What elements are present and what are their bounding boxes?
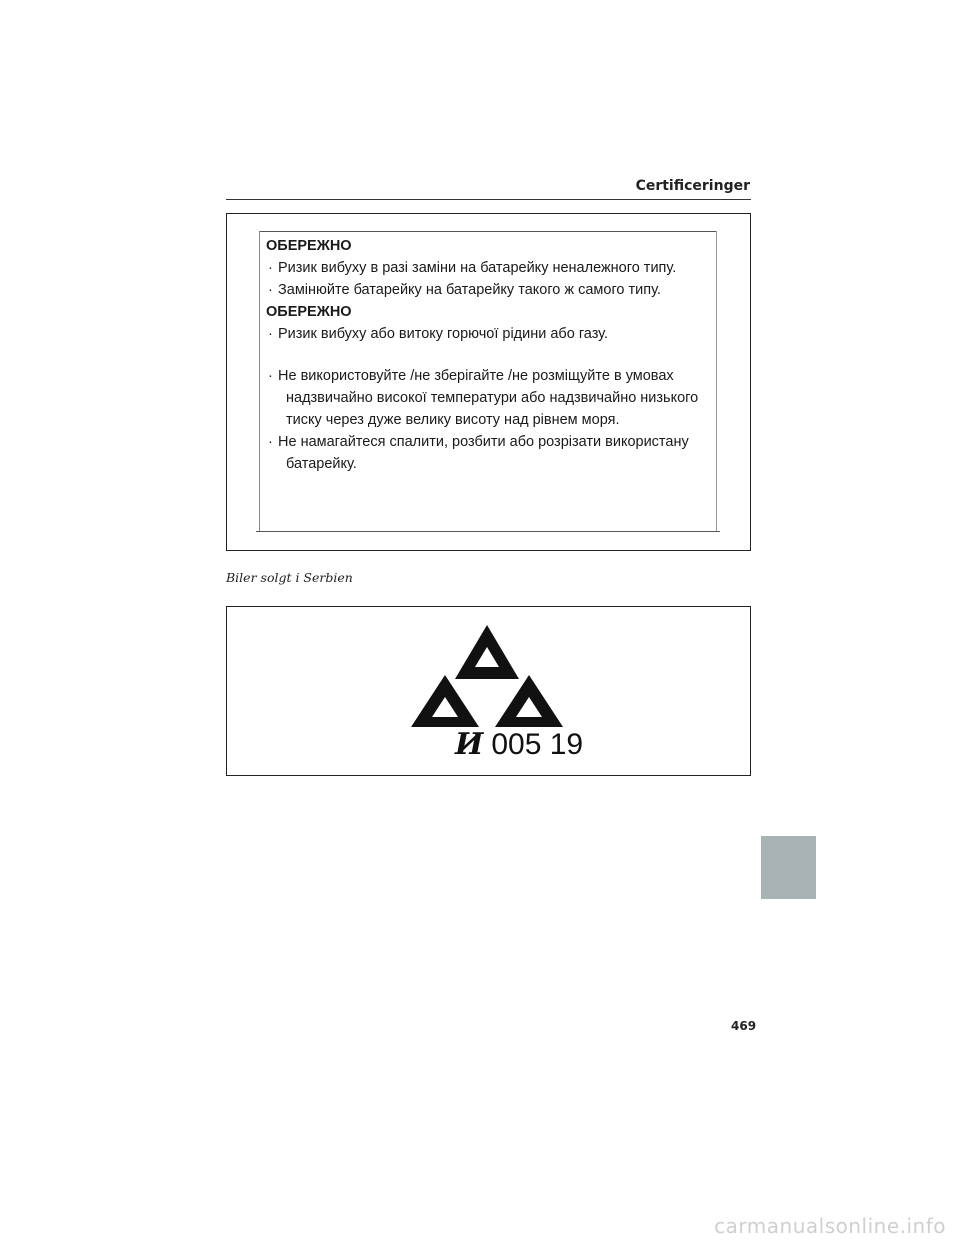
- warning-item-text: Ризик вибуху або витоку горючої рідини або газу.: [278, 326, 609, 342]
- certification-letter: И: [455, 727, 484, 762]
- chapter-tab: [761, 836, 816, 899]
- warning-item: · Ризик вибуху або витоку горючої рідини або газу.: [268, 326, 609, 342]
- serbian-certification-box: [226, 606, 751, 776]
- watermark: carmanualsonline.info: [714, 1214, 946, 1238]
- warning-item-text: Ризик вибуху в разі заміни на батарейку неналежного типу.: [278, 260, 677, 276]
- warning-item-continuation: тиску через дуже велику висоту над рівнем моря.: [286, 412, 620, 428]
- warning-text: [266, 235, 712, 475]
- frame-top-line: [260, 231, 716, 232]
- warning-item-text: Замінюйте батарейку на батарейку такого ж самого типу.: [278, 282, 661, 298]
- warning-label-frame: [259, 231, 717, 532]
- warning-title-2: ОБЕРЕЖНО: [266, 304, 352, 320]
- frame-bottom-line: [256, 531, 720, 532]
- warning-item-text: Не використовуйте /не зберігайте /не розміщуйте в умовах: [278, 368, 674, 384]
- section-title: Certificeringer: [635, 178, 750, 194]
- warning-item: · Ризик вибуху в разі заміни на батарейку неналежного типу.: [268, 260, 677, 276]
- certification-code: 005 19: [491, 728, 584, 761]
- warning-item: · Не використовуйте /не зберігайте /не розміщуйте в умовах: [268, 368, 674, 384]
- warning-item-text: Не намагайтеся спалити, розбити або розрізати використану: [278, 434, 689, 450]
- warning-item-continuation: батарейку.: [286, 456, 357, 472]
- warning-item-continuation: надзвичайно високої температури або надзвичайно низького: [286, 390, 699, 406]
- certification-triangles-icon: [407, 621, 567, 731]
- header-divider: [226, 199, 751, 200]
- warning-title-1: ОБЕРЕЖНО: [266, 238, 352, 254]
- warning-item: · Не намагайтеся спалити, розбити або розрізати використану: [268, 434, 689, 450]
- certification-number: [455, 727, 583, 762]
- ukrainian-warning-label: [226, 213, 751, 551]
- warning-item: · Замінюйте батарейку на батарейку такого ж самого типу.: [268, 282, 661, 298]
- caption: Biler solgt i Serbien: [226, 570, 353, 585]
- page-number: 469: [731, 1019, 757, 1033]
